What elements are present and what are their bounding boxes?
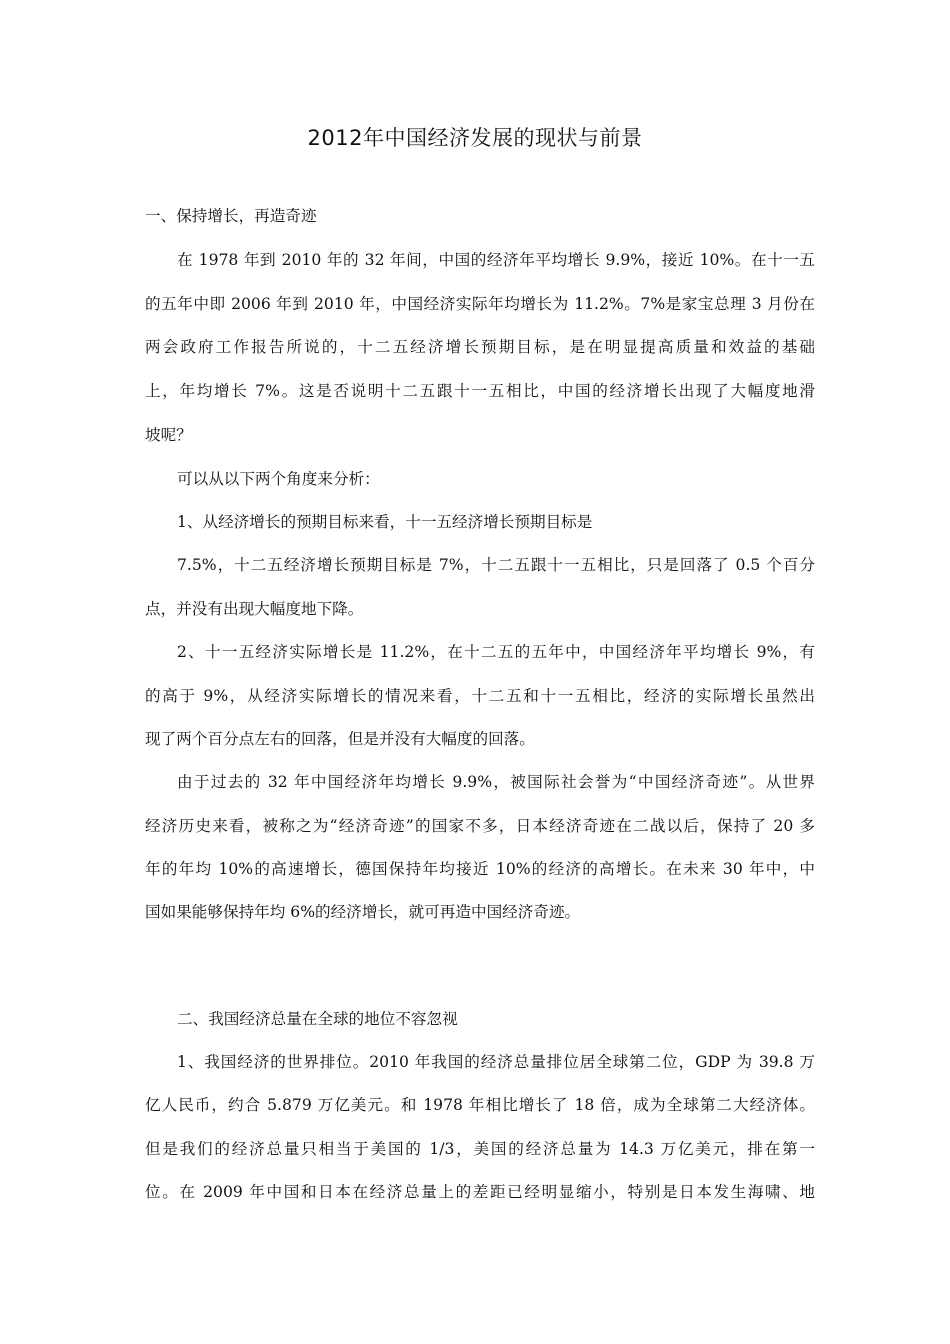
paragraph-line: 在 1978 年到 2010 年的 32 年间，中国的经济年平均增长 9.9%，接近 10%。在十一五 [177, 251, 815, 269]
paragraph-line: 两会政府工作报告所说的，十二五经济增长预期目标，是在明显提高质量和效益的基础 [145, 338, 815, 356]
paragraph-line: 7.5%，十二五经济增长预期目标是 7%，十二五跟十一五相比，只是回落了 0.5 个百分 [177, 556, 815, 574]
paragraph-line: 位。在 2009 年中国和日本在经济总量上的差距已经明显缩小，特别是日本发生海啸、地 [145, 1183, 815, 1201]
section-heading: 二、我国经济总量在全球的地位不容忽视 [177, 1010, 458, 1028]
paragraph-line: 经济历史来看，被称之为“经济奇迹”的国家不多，日本经济奇迹在二战以后，保持了 20 多 [145, 817, 815, 835]
document-title: 2012年中国经济发展的现状与前景 [307, 126, 643, 150]
paragraph-line: 亿人民币，约合 5.879 万亿美元。和 1978 年相比增长了 18 倍，成为全球第二大经济体。 [145, 1096, 815, 1114]
paragraph-line: 的五年中即 2006 年到 2010 年，中国经济实际年均增长为 11.2%。7%是家宝总理 3 月份在 [145, 295, 815, 313]
paragraph-line: 现了两个百分点左右的回落，但是并没有大幅度的回落。 [145, 730, 535, 748]
paragraph-line: 可以从以下两个角度来分析： [177, 470, 380, 488]
paragraph-line: 2、十一五经济实际增长是 11.2%，在十二五的五年中，中国经济年平均增长 9%，有 [177, 643, 815, 661]
paragraph-line: 国如果能够保持年均 6%的经济增长，就可再造中国经济奇迹。 [145, 903, 581, 921]
paragraph-line: 1、我国经济的世界排位。2010 年我国的经济总量排位居全球第二位，GDP 为 39.8 万 [177, 1053, 815, 1071]
paragraph-line: 点，并没有出现大幅度地下降。 [145, 600, 364, 618]
paragraph-line: 但是我们的经济总量只相当于美国的 1/3，美国的经济总量为 14.3 万亿美元，排在第一 [145, 1140, 815, 1158]
section-heading: 一、保持增长，再造奇迹 [145, 207, 317, 225]
paragraph-line: 1、从经济增长的预期目标来看，十一五经济增长预期目标是 [177, 513, 593, 531]
paragraph-line: 的高于 9%，从经济实际增长的情况来看，十二五和十一五相比，经济的实际增长虽然出 [145, 687, 815, 705]
paragraph-line: 上，年均增长 7%。这是否说明十二五跟十一五相比，中国的经济增长出现了大幅度地滑 [145, 382, 815, 400]
paragraph-line: 年的年均 10%的高速增长，德国保持年均接近 10%的经济的高增长。在未来 30 年中，中 [145, 860, 815, 878]
paragraph-line: 由于过去的 32 年中国经济年均增长 9.9%，被国际社会誉为“中国经济奇迹”。从世界 [177, 773, 815, 791]
paragraph-line: 坡呢？ [145, 426, 192, 444]
